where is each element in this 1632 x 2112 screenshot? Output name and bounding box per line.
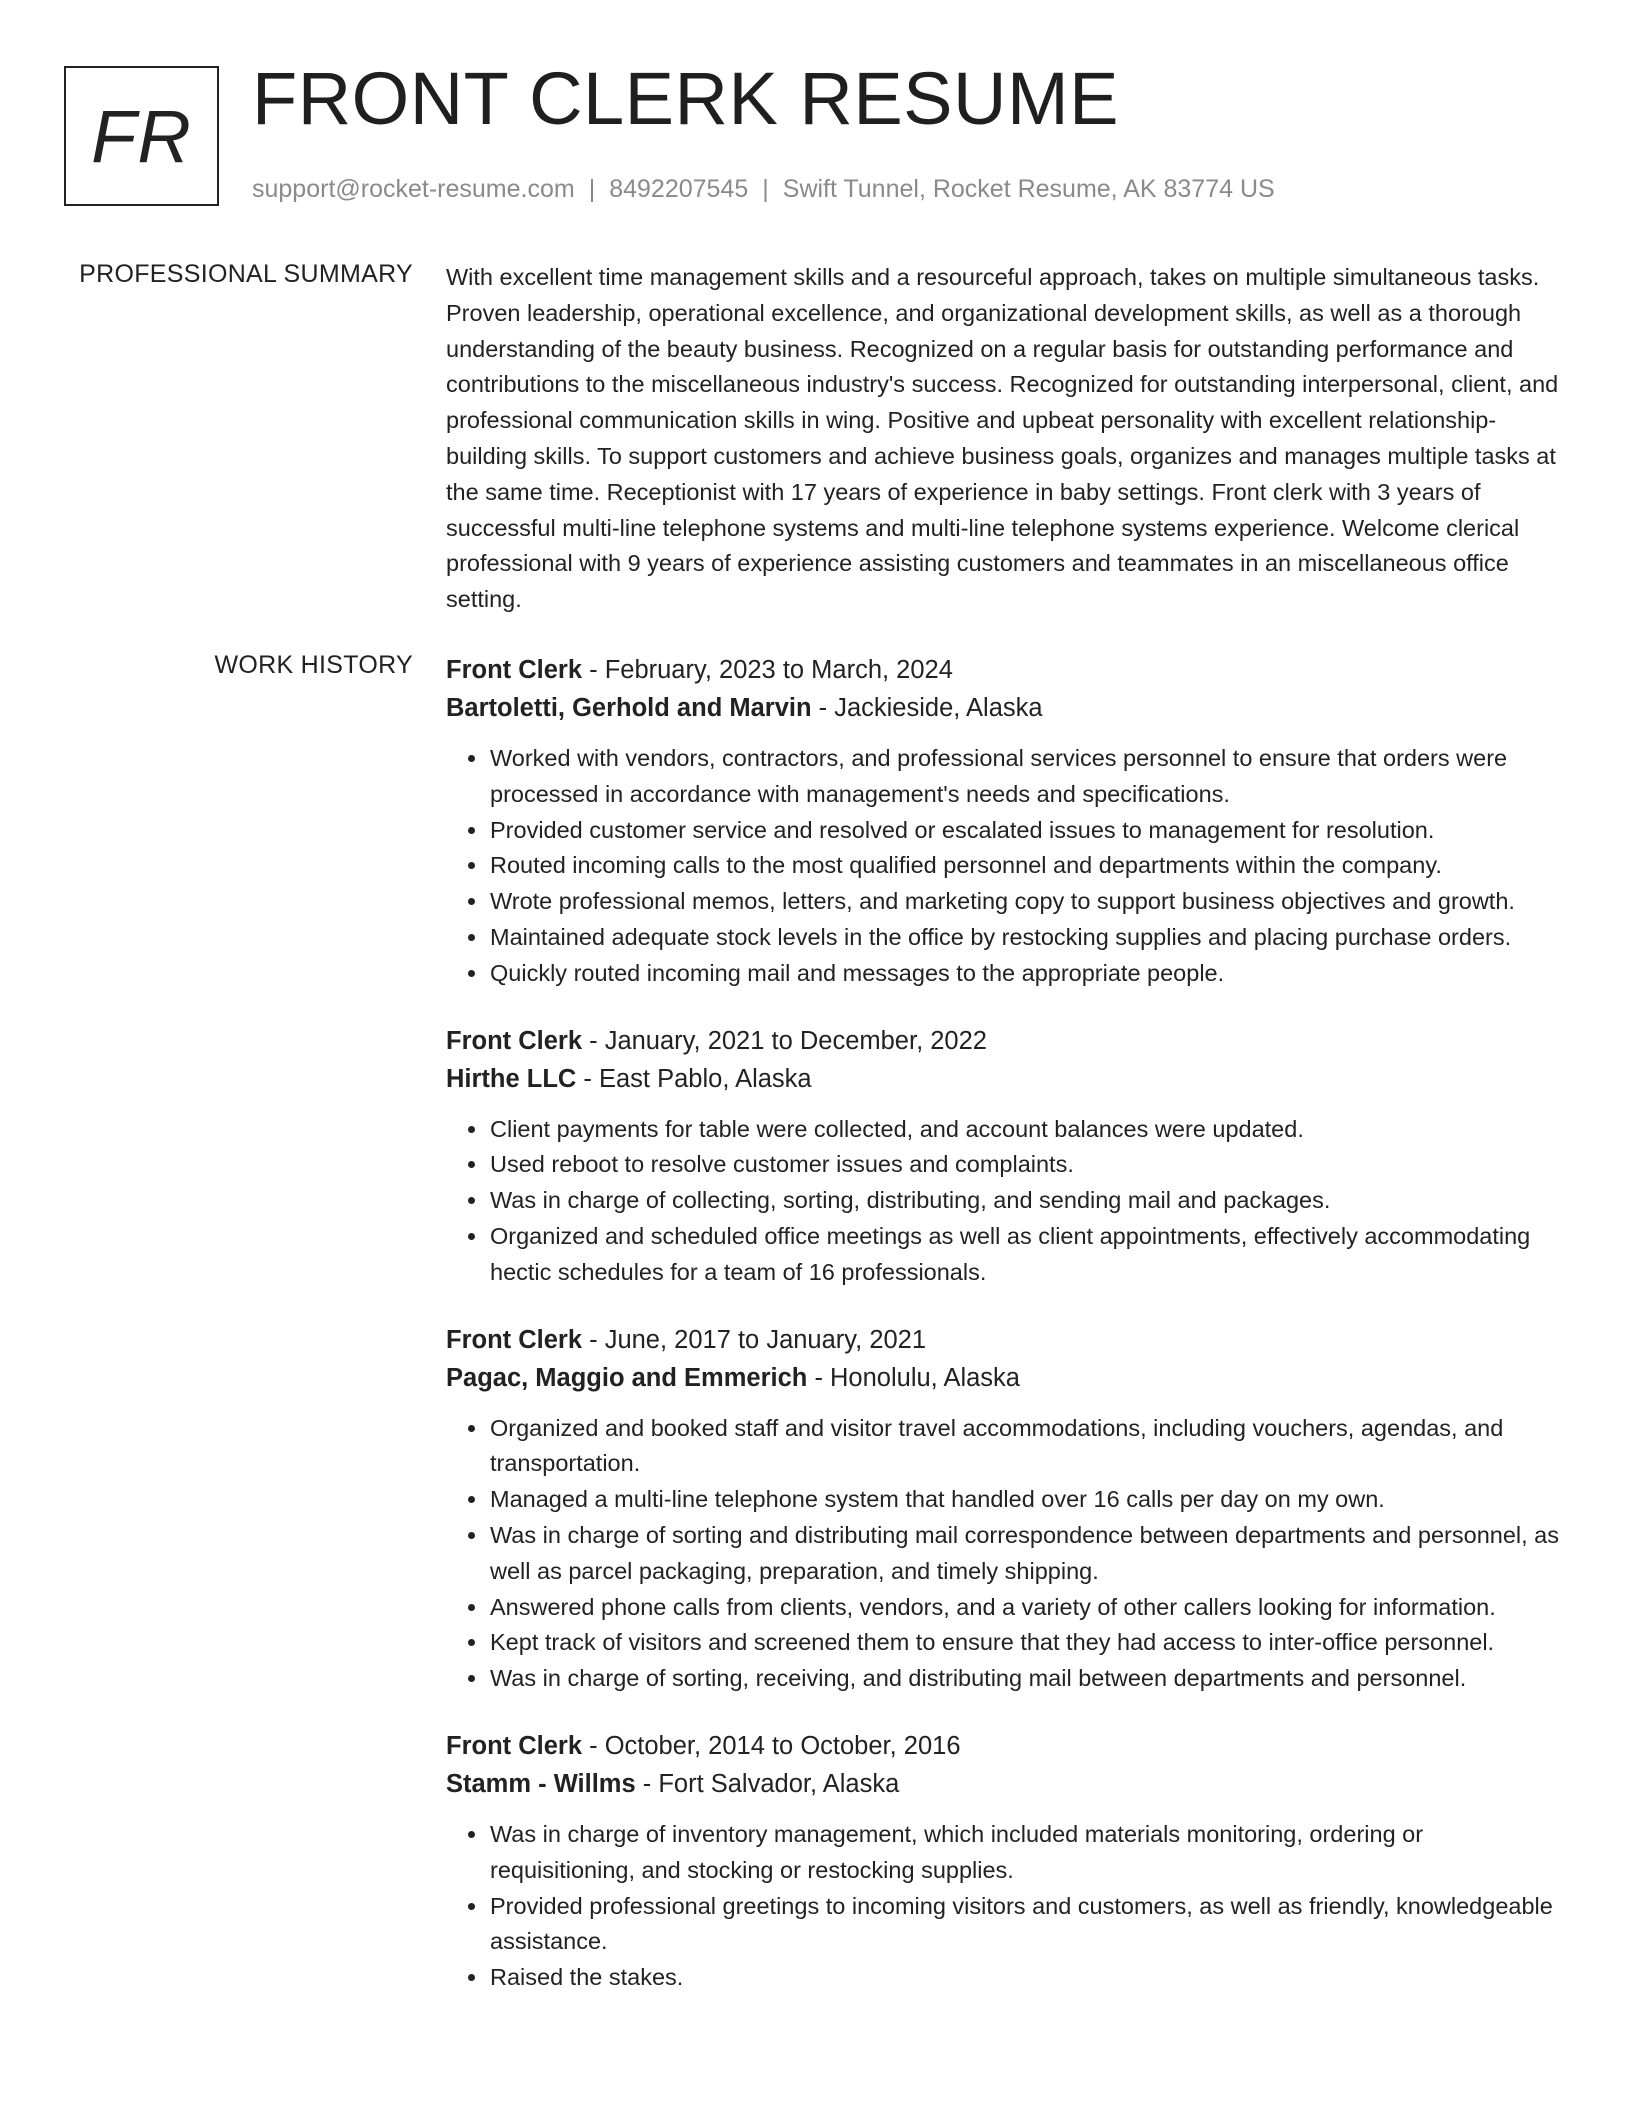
summary-body: [446, 260, 1561, 618]
job-title: Front Clerk: [446, 1731, 583, 1760]
job-company: Pagac, Maggio and Emmerich: [446, 1363, 808, 1392]
job-company: Hirthe LLC: [446, 1064, 577, 1093]
job-location: - Fort Salvador, Alaska: [635, 1769, 900, 1798]
job-dates: - January, 2021 to December, 2022: [582, 1026, 987, 1055]
job-dates: - October, 2014 to October, 2016: [582, 1731, 961, 1760]
contact-address: Swift Tunnel, Rocket Resume, AK 83774 US: [782, 175, 1275, 203]
resume-title: FRONT CLERK RESUME: [252, 57, 1119, 140]
job-bullet: • Answered phone calls from clients, vendors, and a variety of other callers looking for information.: [489, 1590, 1561, 1626]
job-bullet: • Kept track of visitors and screened them to ensure that they had access to inter-office personnel.: [489, 1625, 1561, 1661]
job-bullet: • Routed incoming calls to the most qualified personnel and departments within the company.: [489, 848, 1561, 884]
job-bullets: [446, 1411, 1561, 1697]
job-location: - Jackieside, Alaska: [811, 694, 1043, 722]
job-company-line: [446, 1359, 1561, 1397]
job-bullet: • Organized and scheduled office meetings as well as client appointments, effectively accommodating hectic schedules for a team of 16 professionals.: [489, 1219, 1561, 1291]
job-company-line: [446, 689, 1561, 727]
job-company-line: [446, 1060, 1561, 1098]
job-title-line: [446, 1727, 1561, 1765]
job-bullet: • Was in charge of sorting, receiving, and distributing mail between departments and personnel.: [489, 1661, 1561, 1697]
job-bullets: [446, 1817, 1561, 1996]
job-bullets: [446, 1112, 1561, 1291]
job-bullet: • Provided professional greetings to incoming visitors and customers, as well as friendly, knowledgeable assistance.: [489, 1889, 1561, 1961]
job-bullet: • Organized and booked staff and visitor travel accommodations, including vouchers, agendas, and transportation.: [489, 1411, 1561, 1483]
contact-email[interactable]: support@rocket-resume.com: [252, 175, 575, 203]
job-title-line: [446, 651, 1561, 689]
job-title-line: [446, 1321, 1561, 1359]
monogram-logo: FR: [64, 66, 219, 206]
job-company: Bartoletti, Gerhold and Marvin: [446, 694, 812, 722]
job-title: Front Clerk: [446, 1026, 583, 1055]
job-bullets: [446, 741, 1561, 992]
job-entry: [446, 1727, 1561, 1996]
job-dates: - February, 2023 to March, 2024: [582, 656, 953, 684]
job-title-line: [446, 1022, 1561, 1060]
job-title: Front Clerk: [446, 1325, 583, 1354]
job-bullet: • Used reboot to resolve customer issues and complaints.: [489, 1147, 1561, 1183]
job-bullet: • Maintained adequate stock levels in the office by restocking supplies and placing purchase orders.: [489, 920, 1561, 956]
job-bullet: • Was in charge of sorting and distributing mail correspondence between departments and personnel, as well as parcel packaging, preparation, and timely shipping.: [489, 1518, 1561, 1590]
job-company: Stamm - Willms: [446, 1769, 636, 1798]
job-company-line: [446, 1765, 1561, 1803]
job-bullet: • Raised the stakes.: [489, 1960, 1561, 1996]
job-bullet: • Worked with vendors, contractors, and professional services personnel to ensure that orders were processed in accordance with management's needs and specifications.: [489, 741, 1561, 813]
job-dates: - June, 2017 to January, 2021: [582, 1325, 927, 1354]
summary-text: With excellent time management skills and a resourceful approach, takes on multiple simultaneous tasks. Proven leadership, operational excellence, and organizational development skills, as well as a thorough understanding of the beauty business. Recognized on a regular basis for outstanding performance and contributions to the miscellaneous industry's success. Recognized for outstanding interpersonal, client, and professional communication skills in wing. Positive and upbeat personality with excellent relationship-building skills. To support customers and achieve business goals, organizes and manages multiple tasks at the same time. Receptionist with 17 years of experience in baby settings. Front clerk with 3 years of successful multi-line telephone systems and multi-line telephone systems experience. Welcome clerical professional with 9 years of experience assisting customers and teammates in an miscellaneous office setting.: [446, 264, 1559, 613]
summary-heading: PROFESSIONAL SUMMARY: [79, 260, 413, 288]
work-history-heading: WORK HISTORY: [214, 651, 413, 679]
job-bullet: • Was in charge of inventory management, which included materials monitoring, ordering or requisitioning, and stocking or restocking supplies.: [489, 1817, 1561, 1889]
job-bullet: • Provided customer service and resolved or escalated issues to management for resolution.: [489, 813, 1561, 849]
job-bullet: • Client payments for table were collected, and account balances were updated.: [489, 1112, 1561, 1148]
contact-line: [252, 175, 1275, 204]
contact-phone[interactable]: 8492207545: [609, 175, 749, 203]
contact-separator: |: [588, 175, 596, 203]
job-title: Front Clerk: [446, 656, 583, 684]
contact-separator: |: [762, 175, 769, 203]
work-history-list: [446, 651, 1561, 2026]
job-entry: [446, 1321, 1561, 1697]
job-bullet: • Wrote professional memos, letters, and marketing copy to support business objectives and growth.: [489, 884, 1561, 920]
job-location: - East Pablo, Alaska: [576, 1064, 812, 1093]
job-bullet: • Was in charge of collecting, sorting, distributing, and sending mail and packages.: [489, 1183, 1561, 1219]
job-entry: [446, 651, 1561, 992]
job-location: - Honolulu, Alaska: [807, 1363, 1020, 1392]
job-bullet: • Quickly routed incoming mail and messages to the appropriate people.: [489, 956, 1561, 992]
job-entry: [446, 1022, 1561, 1291]
job-bullet: • Managed a multi-line telephone system that handled over 16 calls per day on my own.: [489, 1482, 1561, 1518]
